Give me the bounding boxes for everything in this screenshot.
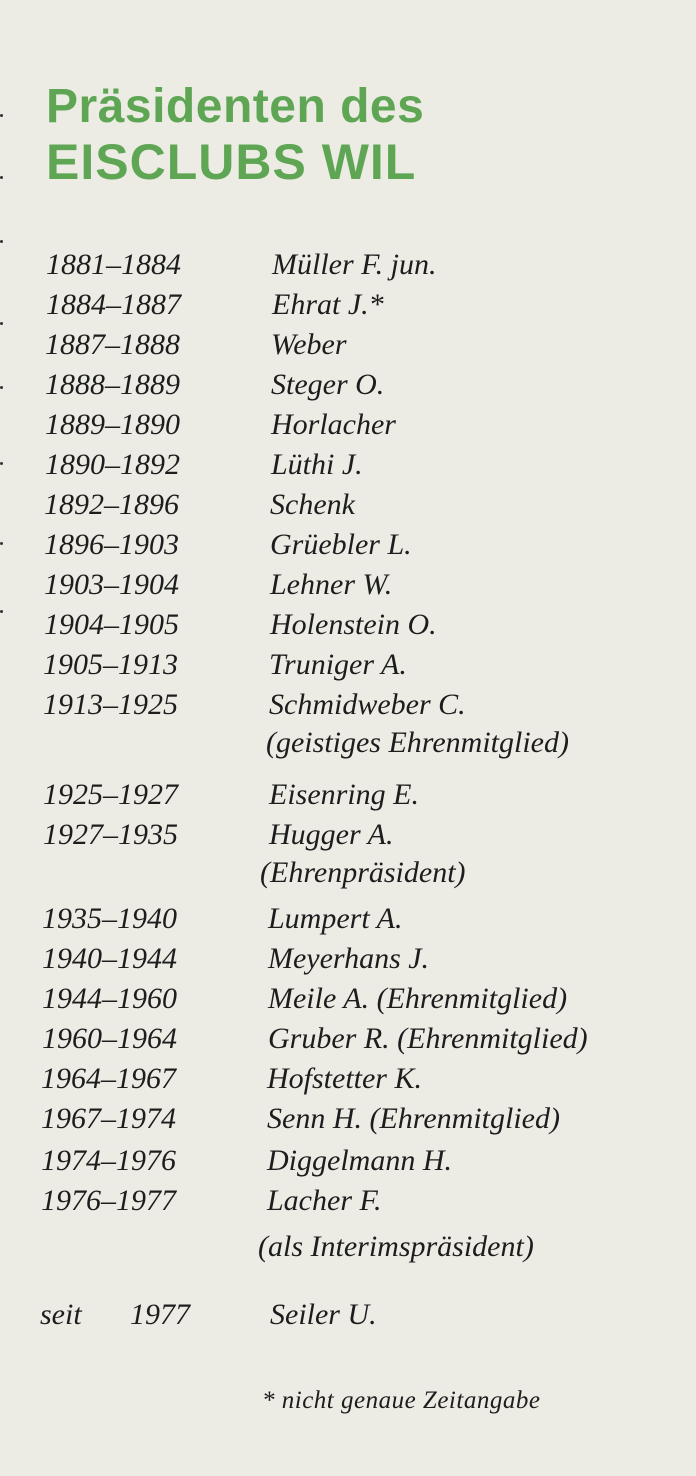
president-name: Schmidweber C. bbox=[269, 688, 466, 721]
term-years: 1913–1925 bbox=[43, 688, 178, 721]
president-name: Müller F. jun. bbox=[272, 248, 437, 281]
term-years: 1881–1884 bbox=[46, 248, 181, 281]
current-prefix: seit bbox=[40, 1298, 82, 1331]
president-name: Holenstein O. bbox=[270, 608, 437, 641]
title-line-1: Präsidenten des bbox=[46, 80, 425, 133]
president-name: Lehner W. bbox=[270, 568, 393, 601]
president-name: Eisenring E. bbox=[269, 778, 419, 811]
term-years: 1890–1892 bbox=[45, 448, 180, 481]
current-name: Seiler U. bbox=[270, 1298, 377, 1331]
president-name: Diggelmann H. bbox=[267, 1144, 452, 1177]
president-name: Lacher F. bbox=[267, 1184, 382, 1217]
current-year-wrap bbox=[130, 1298, 190, 1332]
page-title bbox=[46, 80, 424, 190]
president-name: Lüthi J. bbox=[271, 448, 363, 481]
term-years: 1927–1935 bbox=[43, 818, 178, 851]
title-line-2: EISCLUBS WIL bbox=[46, 134, 417, 190]
term-years: 1974–1976 bbox=[41, 1144, 176, 1177]
term-years: 1904–1905 bbox=[44, 608, 179, 641]
president-name: Lumpert A. bbox=[268, 902, 403, 935]
term-years: 1940–1944 bbox=[42, 942, 177, 975]
president-name: Gruber R. (Ehrenmitglied) bbox=[268, 1022, 588, 1055]
term-years: 1903–1904 bbox=[44, 568, 179, 601]
term-years: 1967–1974 bbox=[41, 1102, 176, 1135]
president-name: Steger O. bbox=[271, 368, 385, 401]
president-note: (geistiges Ehrenmitglied) bbox=[266, 726, 569, 759]
president-name: Meyerhans J. bbox=[268, 942, 430, 975]
term-years: 1889–1890 bbox=[45, 408, 180, 441]
term-years: 1944–1960 bbox=[42, 982, 177, 1015]
president-name: Hugger A. bbox=[269, 818, 394, 851]
term-years: 1887–1888 bbox=[45, 328, 180, 361]
president-name: Senn H. (Ehrenmitglied) bbox=[267, 1102, 560, 1135]
president-note: (Ehrenpräsident) bbox=[260, 856, 466, 889]
president-name: Hofstetter K. bbox=[267, 1062, 422, 1095]
page-edge-marks bbox=[0, 90, 4, 630]
term-years: 1896–1903 bbox=[44, 528, 179, 561]
president-name: Schenk bbox=[270, 488, 355, 521]
term-years: 1892–1896 bbox=[44, 488, 179, 521]
term-years: 1960–1964 bbox=[42, 1022, 177, 1055]
president-note: (als Interimspräsident) bbox=[258, 1230, 534, 1263]
president-name: Grüebler L. bbox=[270, 528, 412, 561]
term-years: 1935–1940 bbox=[42, 902, 177, 935]
president-name: Ehrat J.* bbox=[272, 288, 384, 321]
current-name-wrap bbox=[270, 1298, 377, 1332]
footnote: * nicht genaue Zeitangabe bbox=[262, 1387, 541, 1414]
term-years: 1888–1889 bbox=[45, 368, 180, 401]
term-years: 1905–1913 bbox=[43, 648, 178, 681]
term-years: 1925–1927 bbox=[43, 778, 178, 811]
term-years: 1964–1967 bbox=[41, 1062, 176, 1095]
president-name: Meile A. (Ehrenmitglied) bbox=[268, 982, 568, 1015]
current-year: 1977 bbox=[130, 1298, 190, 1331]
term-years: 1976–1977 bbox=[41, 1184, 176, 1217]
president-name: Horlacher bbox=[271, 408, 396, 441]
term-years: 1884–1887 bbox=[46, 288, 181, 321]
president-name: Truniger A. bbox=[269, 648, 407, 681]
current-president-row bbox=[40, 1298, 82, 1332]
president-name: Weber bbox=[271, 328, 347, 361]
